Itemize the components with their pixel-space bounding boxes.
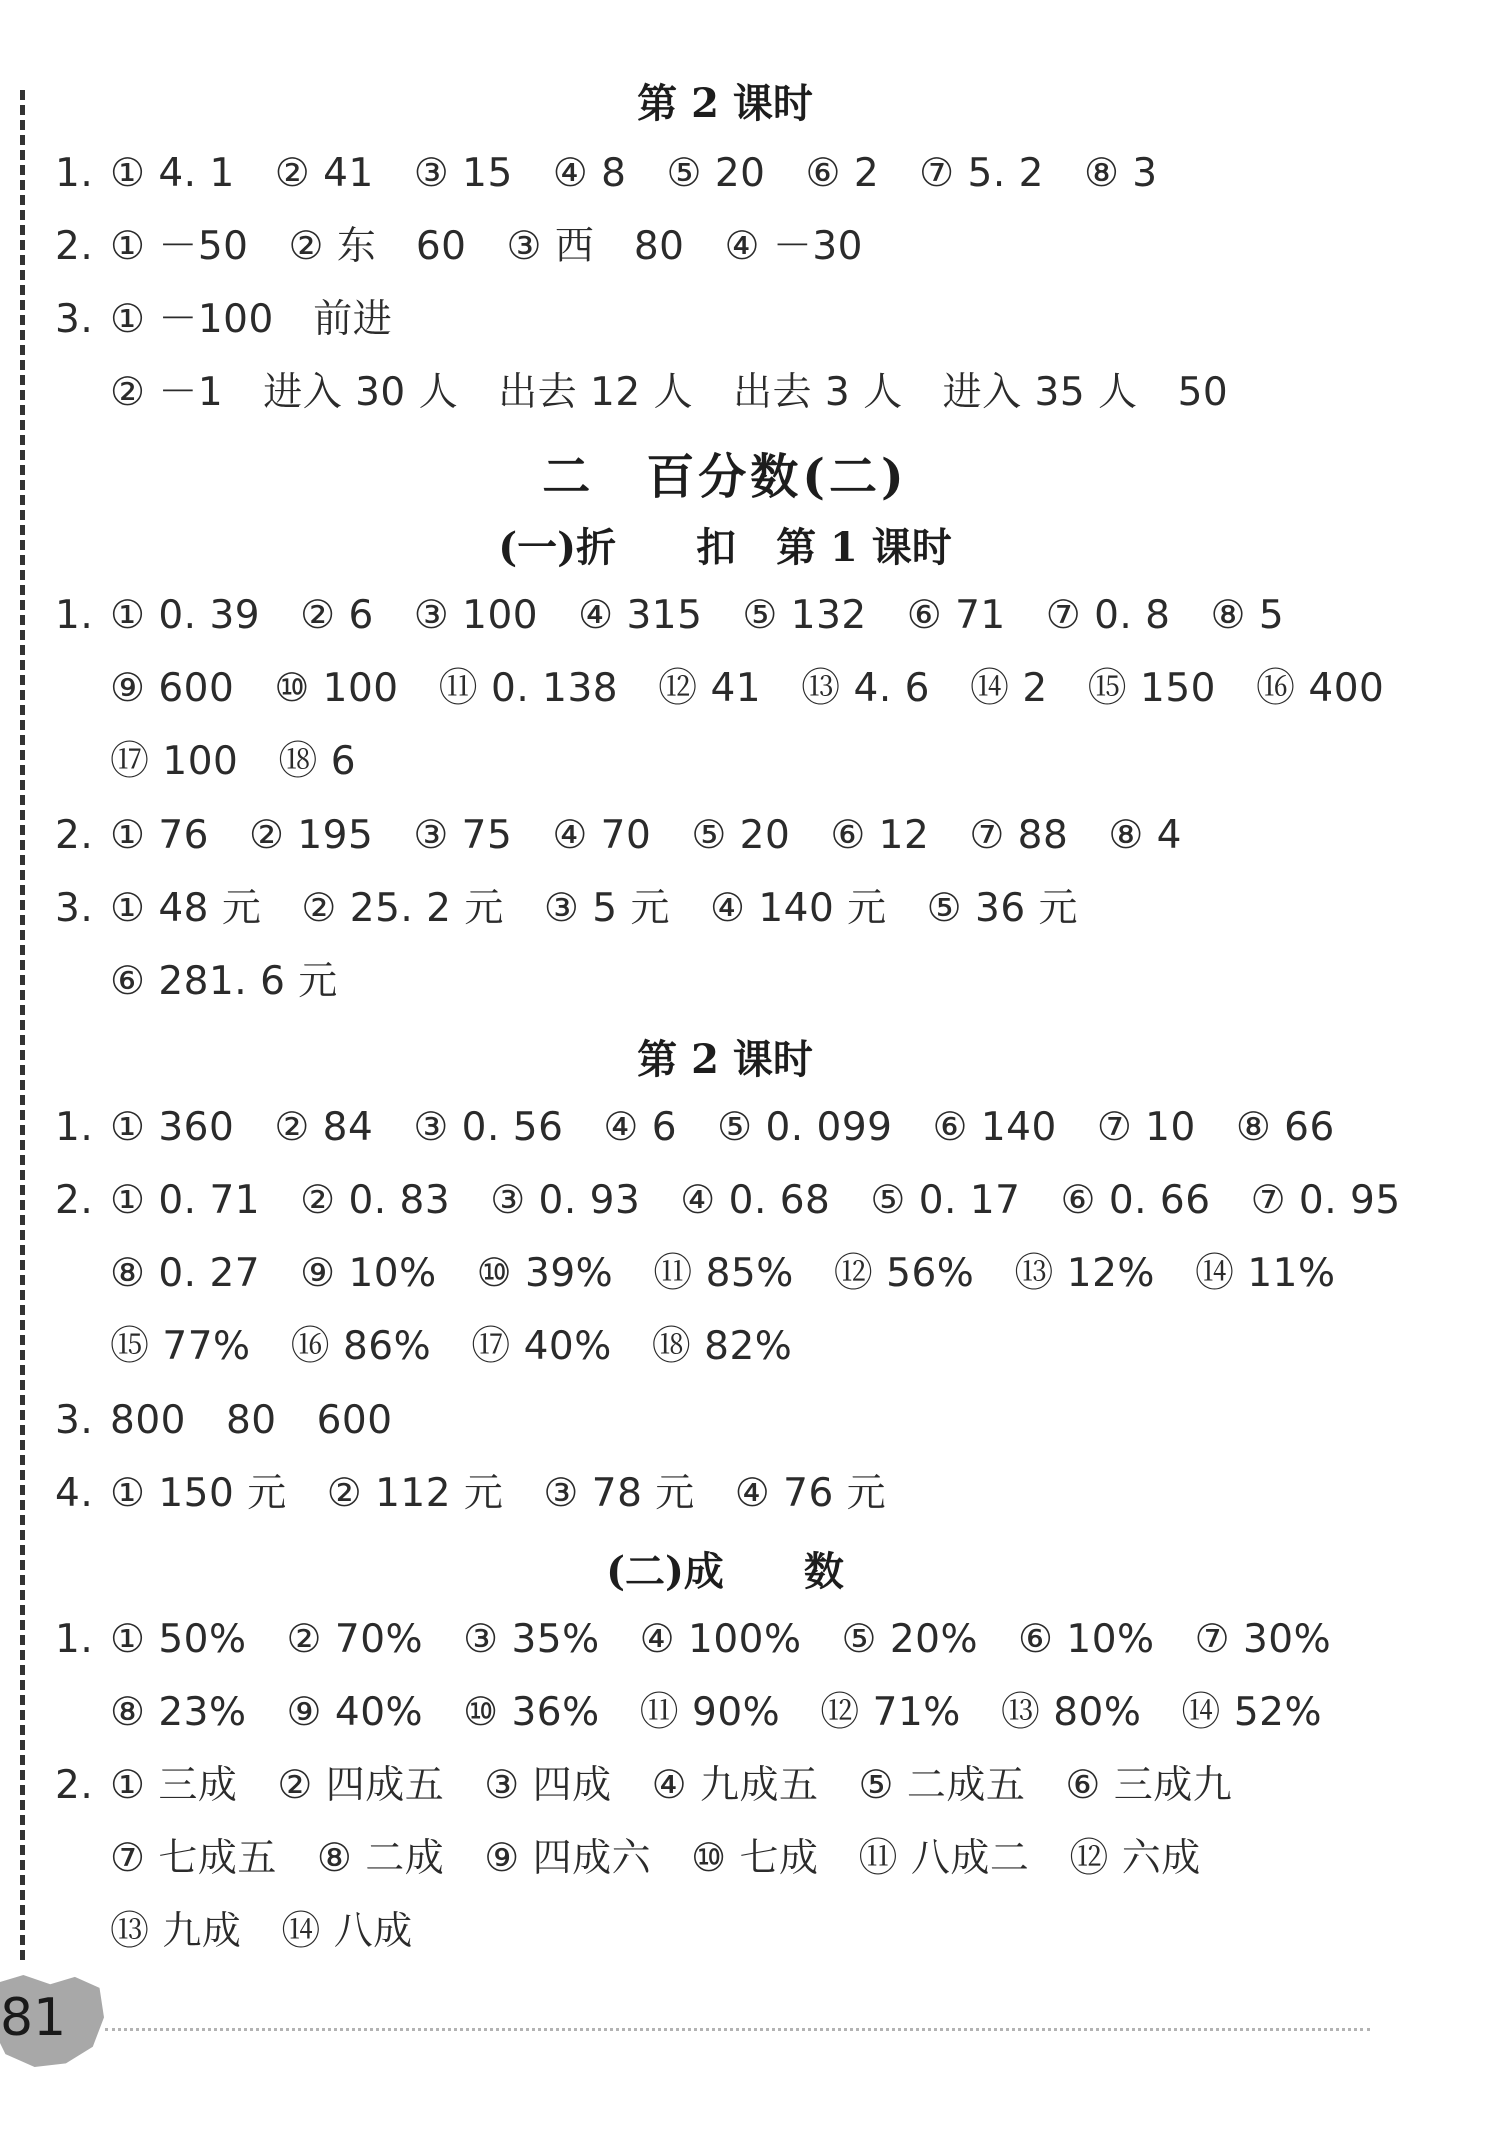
answer-row [110, 954, 338, 1010]
answer-item: ④ 76 元 [734, 1471, 887, 1516]
answer-row [55, 219, 863, 275]
answer-item: ⑫ 六成 [1069, 1836, 1201, 1881]
answer-item: ② －1 [110, 370, 224, 415]
answer-row [110, 365, 1228, 421]
answer-item: ① 48 元 [110, 886, 262, 931]
answer-item: ⑨ 40% [286, 1690, 424, 1735]
answer-item: ⑮ 77% [110, 1324, 251, 1369]
answer-item: ⑪ 90% [639, 1690, 781, 1735]
answer-item: 80 [225, 1398, 277, 1443]
answer-item: ⑰ 40% [471, 1324, 612, 1369]
answer-row [110, 734, 356, 790]
answer-item: ③ 75 [413, 813, 513, 858]
answer-item: ③ 78 元 [543, 1471, 695, 1516]
answer-item: ③ 0. 56 [413, 1105, 564, 1150]
answer-row [110, 1319, 792, 1375]
answer-row [55, 588, 1284, 644]
answer-item: ⑧ 23% [110, 1690, 247, 1735]
answer-row [55, 1612, 1331, 1668]
answer-item: 出去 12 人 [498, 370, 694, 415]
answer-item: ② 0. 83 [300, 1178, 451, 1223]
answer-item: ⑦ 七成五 [110, 1836, 277, 1881]
answer-row [55, 1173, 1401, 1229]
answer-item: 50 [1177, 370, 1229, 415]
answer-item: ⑦ 5. 2 [919, 151, 1044, 196]
answer-item: ② 25. 2 元 [301, 886, 504, 931]
answer-item: ⑫ 56% [833, 1251, 975, 1296]
answer-item: ⑦ 0. 95 [1250, 1178, 1401, 1223]
answer-item: ⑰ 100 [110, 739, 239, 784]
answer-item: ② 41 [274, 151, 374, 196]
answer-item: ⑱ 82% [651, 1324, 793, 1369]
question-number: 1. [55, 1617, 94, 1662]
answer-item: ⑭ 11% [1194, 1251, 1336, 1296]
answer-item: ⑩ 100 [274, 666, 399, 711]
answer-item: ① 0. 39 [110, 593, 261, 638]
answer-item: ② 70% [286, 1617, 424, 1662]
answer-item: ④ －30 [724, 224, 863, 269]
answer-item: ⑤ 20 [666, 151, 766, 196]
question-number: 1. [55, 151, 94, 196]
answer-row [110, 1246, 1336, 1302]
answer-item: ① 三成 [110, 1763, 238, 1808]
answer-item: ⑬ 12% [1014, 1251, 1155, 1296]
answer-item: 出去 3 人 [733, 370, 903, 415]
answer-item: ④ 315 [578, 593, 703, 638]
answer-item: ⑥ 10% [1018, 1617, 1155, 1662]
answer-item: ① －50 [110, 224, 249, 269]
answer-item: ④ 6 [603, 1105, 678, 1150]
answer-item: ③ 四成 [484, 1763, 612, 1808]
answer-item: ④ 100% [639, 1617, 802, 1662]
section-title-lesson-2b: 第 2 课时 [637, 1036, 813, 1083]
answer-item: ⑱ 6 [278, 739, 357, 784]
answer-item: ⑧ 二成 [316, 1836, 445, 1881]
answer-row [55, 146, 1158, 202]
answer-item: ④ 0. 68 [680, 1178, 831, 1223]
answer-item: ⑨ 10% [300, 1251, 437, 1296]
answer-row [55, 881, 1078, 937]
answer-item: ③ 35% [463, 1617, 600, 1662]
question-number: 3. [55, 1398, 94, 1443]
section-title-lesson-2: 第 2 课时 [637, 80, 813, 127]
answer-item: ② 195 [249, 813, 374, 858]
answer-item: ④ 70 [552, 813, 652, 858]
answer-item: ⑩ 七成 [691, 1836, 819, 1881]
answer-item: ① 0. 71 [110, 1178, 261, 1223]
answer-item: ⑦ 0. 8 [1045, 593, 1171, 638]
question-number: 2. [55, 1763, 94, 1808]
answer-row [110, 1904, 413, 1960]
answer-item: ① 50% [110, 1617, 247, 1662]
answer-item: ⑪ 85% [653, 1251, 794, 1296]
answer-item: ⑬ 九成 [110, 1909, 242, 1954]
answer-item: ⑫ 41 [658, 666, 762, 711]
answer-item: ① 76 [110, 813, 209, 858]
answer-item: ⑦ 30% [1194, 1617, 1332, 1662]
answer-item: ⑧ 66 [1235, 1105, 1335, 1150]
answer-item: ② 6 [300, 593, 374, 638]
answer-item: ⑦ 10 [1096, 1105, 1196, 1150]
answer-item: ⑫ 71% [820, 1690, 961, 1735]
answer-item: ⑯ 86% [290, 1324, 432, 1369]
answer-item: ④ 九成五 [651, 1763, 819, 1808]
answer-item: ⑬ 80% [1000, 1690, 1142, 1735]
question-number: 2. [55, 224, 94, 269]
answer-row [110, 1831, 1201, 1887]
section-title-percentage: (二)成 数 [606, 1548, 844, 1595]
answer-row [55, 808, 1182, 864]
answer-item: ③ 西 80 [506, 224, 685, 269]
answer-item: ⑭ 八成 [281, 1909, 413, 1954]
question-number: 2. [55, 813, 94, 858]
answer-item: ⑥ 12 [830, 813, 930, 858]
answer-item: ① 4. 1 [110, 151, 235, 196]
answer-row [55, 1466, 886, 1522]
answer-item: ③ 0. 93 [490, 1178, 641, 1223]
answer-item: ④ 140 元 [709, 886, 887, 931]
question-number: 3. [55, 297, 94, 342]
answer-item: ⑭ 52% [1181, 1690, 1323, 1735]
answer-item: ⑥ 三成九 [1065, 1763, 1233, 1808]
answer-row [55, 1758, 1232, 1814]
answer-item: 进入 30 人 [263, 370, 459, 415]
answer-item: ④ 8 [552, 151, 627, 196]
answer-item: ⑤ 132 [742, 593, 867, 638]
answer-item: ⑧ 3 [1083, 151, 1158, 196]
answer-item: ⑨ 四成六 [484, 1836, 652, 1881]
question-number: 1. [55, 1105, 94, 1150]
chapter-title: 二 百分数(二) [542, 449, 908, 505]
answer-item: ⑥ 2 [805, 151, 880, 196]
question-number: 2. [55, 1178, 94, 1223]
answer-item: ⑩ 39% [476, 1251, 614, 1296]
answer-item: ⑤ 20% [841, 1617, 979, 1662]
answer-item: ① －100 前进 [110, 297, 393, 342]
answer-item: ② 84 [274, 1105, 374, 1150]
footer-dotted-line [105, 2028, 1370, 2031]
answer-item: ① 360 [110, 1105, 235, 1150]
section-title-discount-lesson-1: (一)折 扣 第 1 课时 [498, 524, 952, 571]
answer-item: ⑦ 88 [969, 813, 1069, 858]
answer-item: ⑧ 5 [1210, 593, 1285, 638]
answer-item: ② 四成五 [277, 1763, 445, 1808]
answer-item: ⑭ 2 [969, 666, 1048, 711]
answer-item: ⑤ 36 元 [926, 886, 1079, 931]
answer-item: ⑪ 0. 138 [438, 666, 619, 711]
answer-item: ③ 5 元 [543, 886, 670, 931]
answer-item: ② 112 元 [326, 1471, 504, 1516]
answer-row [55, 292, 392, 348]
answer-item: ⑤ 20 [691, 813, 791, 858]
answer-item: ③ 15 [413, 151, 513, 196]
answer-item: ⑧ 4 [1108, 813, 1182, 858]
question-number: 3. [55, 886, 94, 931]
answer-item: ⑨ 600 [110, 666, 235, 711]
answer-item: ⑥ 71 [906, 593, 1006, 638]
page-number: 81 [0, 1988, 67, 2048]
answer-item: ⑥ 0. 66 [1060, 1178, 1211, 1223]
answer-item: ⑯ 400 [1256, 666, 1385, 711]
answer-item: ⑧ 0. 27 [110, 1251, 261, 1296]
answer-item: ⑥ 281. 6 元 [110, 959, 338, 1004]
answer-item: 进入 35 人 [942, 370, 1138, 415]
answer-row [55, 1393, 393, 1449]
answer-item: ⑥ 140 [932, 1105, 1057, 1150]
answer-item: ⑪ 八成二 [858, 1836, 1030, 1881]
answer-row [110, 1685, 1322, 1741]
answer-item: ⑤ 二成五 [858, 1763, 1026, 1808]
answer-row [55, 1100, 1335, 1156]
answer-item: ② 东 60 [288, 224, 467, 269]
answer-item: ⑤ 0. 099 [717, 1105, 893, 1150]
answer-item: ① 150 元 [110, 1471, 287, 1516]
answer-item: 800 [110, 1398, 186, 1443]
answer-item: 600 [316, 1398, 393, 1443]
answer-item: ⑬ 4. 6 [801, 666, 930, 711]
answer-item: ③ 100 [413, 593, 539, 638]
answer-item: ⑩ 36% [463, 1690, 600, 1735]
binding-dashed-line [20, 90, 25, 1960]
answer-item: ⑤ 0. 17 [870, 1178, 1021, 1223]
answer-item: ⑮ 150 [1087, 666, 1216, 711]
question-number: 1. [55, 593, 94, 638]
question-number: 4. [55, 1471, 94, 1516]
answer-row [110, 661, 1384, 717]
